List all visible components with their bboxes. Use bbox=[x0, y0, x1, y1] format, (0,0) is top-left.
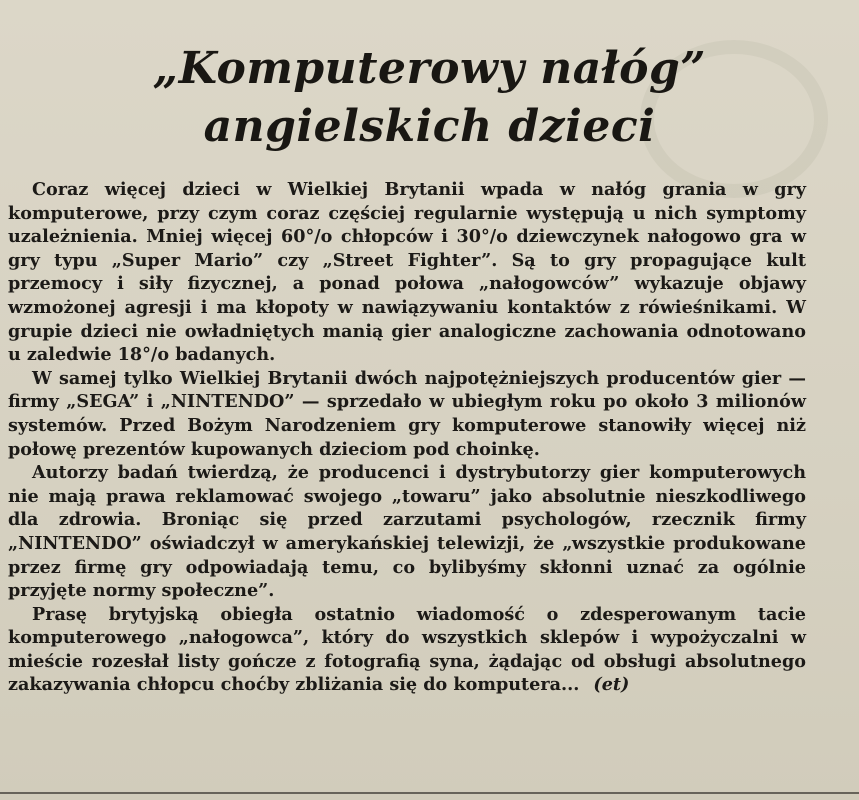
bottom-rule bbox=[0, 792, 859, 794]
article-body bbox=[8, 178, 806, 697]
title-line-1: „Komputerowy nałóg” bbox=[152, 43, 707, 94]
article-title bbox=[0, 40, 859, 156]
paragraph-3: Autorzy badań twierdzą, że producenci i dystrybutorzy gier komputerowych nie mają prawa reklamować swojego „towaru” jako absolutnie nieszkodliwego dla zdrowia. Broniąc się przed zarzutami psychologów, rzecznik firmy „NINTENDO” oświadczył w amerykańskiej telewizji, że „wszystkie produkowane przez firmę gry odpowiadają temu, co bylibyśmy skłonni uznać za ogólnie przyjęte normy społeczne”. bbox=[8, 462, 806, 602]
paragraph-4-text: Prasę brytyjską obiegła ostatnio wiadomość o zdesperowanym tacie komputerowego „nałogowca”, który do wszystkich sklepów i wypożyczalni w mieście rozesłał listy gończe z fotografią syna, żądając od obsługi absolutnego zakazywania chłopcu choćby zbliżania się do komputera... bbox=[8, 603, 806, 696]
paragraph-1: Coraz więcej dzieci w Wielkiej Brytanii wpada w nałóg grania w gry komputerowe, przy czym coraz częściej regularnie występują u nich symptomy uzależnienia. Mniej więcej 60°/o chłopców i 30°/o dziewczynek nałogowo gra w gry typu „Super Mario” czy „Street Fighter”. Są to gry propagujące kult przemocy i siły fizycznej, a ponad połowa „nałogowców” wykazuje objawy wzmożonej agresji i ma kłopoty w nawiązywaniu kontaktów z rówieśnikami. W grupie dzieci nie owładniętych manią gier analogiczne zachowania odnotowano u zaledwie 18°/o badanych. bbox=[8, 179, 806, 366]
author-signature: (et) bbox=[593, 674, 630, 696]
paragraph-2: W samej tylko Wielkiej Brytanii dwóch najpotężniejszych producentów gier — firmy „SEGA” i „NINTENDO” — sprzedało w ubiegłym roku po około 3 milionów systemów. Przed Bożym Narodzeniem gry komputerowe stanowiły więcej niż połowę prezentów kupowanych dzieciom pod choinkę. bbox=[8, 367, 806, 460]
paragraph-4 bbox=[8, 603, 806, 697]
title-line-2: angielskich dzieci bbox=[203, 101, 656, 152]
